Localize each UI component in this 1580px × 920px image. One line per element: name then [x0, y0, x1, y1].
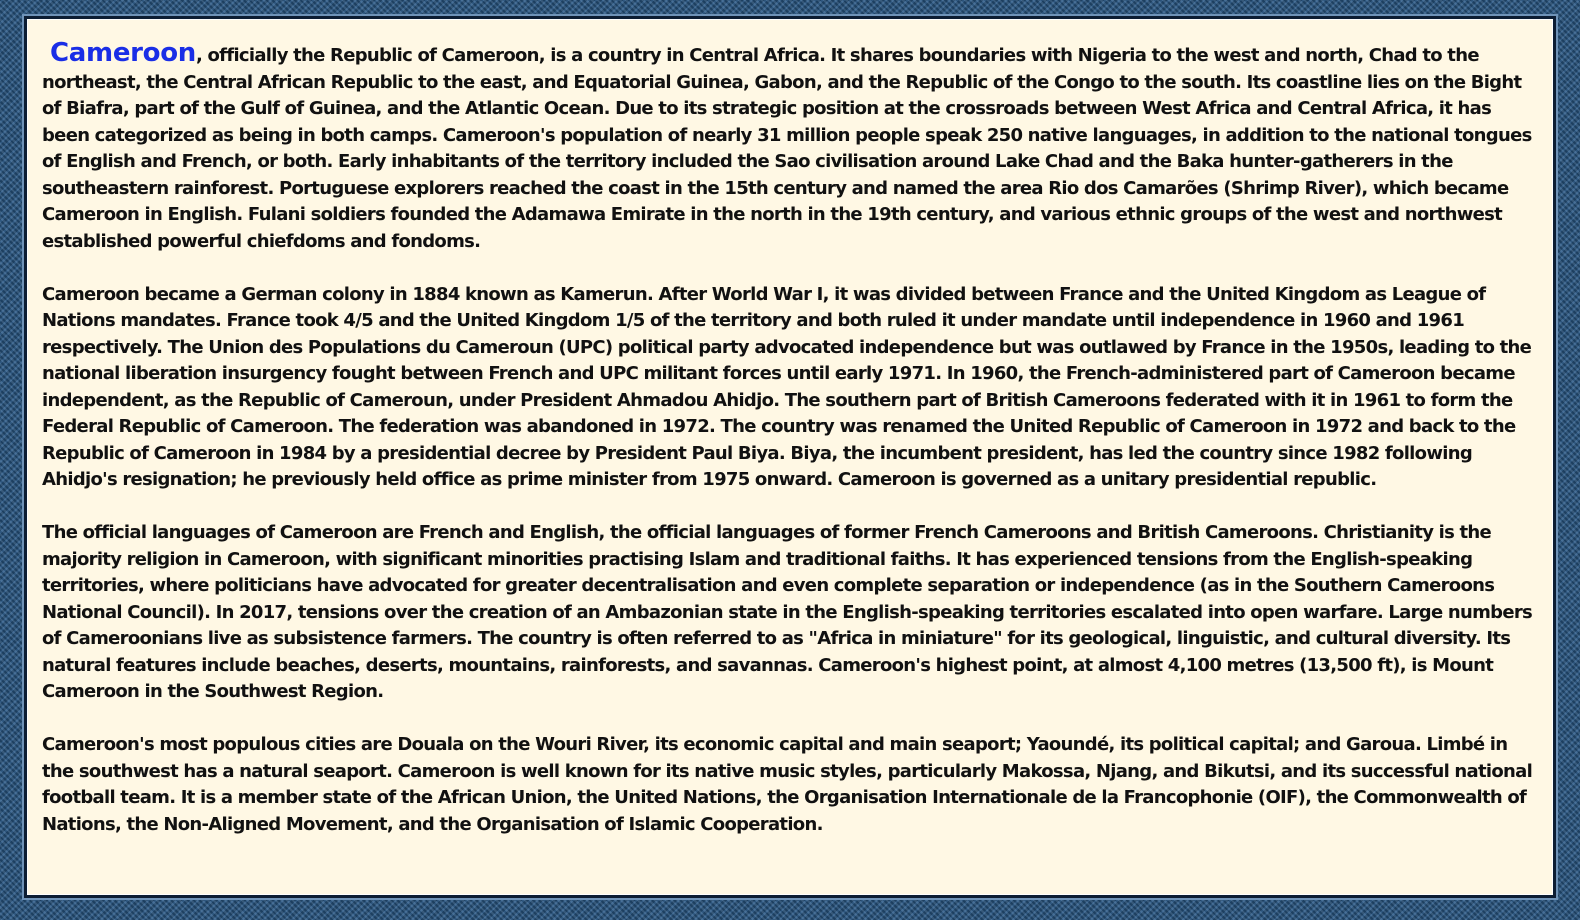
paragraph-intro: [42, 40, 1540, 255]
paragraph-languages: The official languages of Cameroon are French and English, the official languages of former French Cameroons and British Cameroons. Christianity is the majority religion in Cameroon, with significant minorities practising Islam and traditional faiths. It has experienced tensions from the English-speaking territories, where politicians have advocated for greater decentralisation and even complete separation or independence (as in the Southern Cameroons National Council). In 2017, tensions over the creation of an Ambazonian state in the English-speaking territories escalated into open warfare. Large numbers of Cameroonians live as subsistence farmers. The country is often referred to as "Africa in miniature" for its geological, linguistic, and cultural diversity. Its natural features include beaches, deserts, mountains, rainforests, and savannas. Cameroon's highest point, at almost 4,100 metres (13,500 ft), is Mount Cameroon in the Southwest Region.: [42, 522, 1533, 702]
paragraph-intro-text: , officially the Republic of Cameroon, is a country in Central Africa. It shares boundaries with Nigeria to the west and north, Chad to the northeast, the Central African Republic to the east, and Equatorial Guinea, Gabon, and the Republic of the Congo to the south. Its coastline lies on the Bight of Biafra, part of the Gulf of Guinea, and the Atlantic Ocean. Due to its strategic position at the crossroads between West Africa and Central Africa, it has been categorized as being in both camps. Cameroon's population of nearly 31 million people speak 250 native languages, in addition to the national tongues of English and French, or both. Early inhabitants of the territory included the Sao civilisation around Lake Chad and the Baka hunter-gatherers in the southeastern rainforest. Portuguese explorers reached the coast in the 15th century and named the area Rio dos Camarões (Shrimp River), which became Cameroon in English. Fulani soldiers founded the Adamawa Emirate in the north in the 19th century, and various ethnic groups of the west and northwest established powerful chiefdoms and fondoms.: [42, 45, 1532, 252]
article-title-word: Cameroon: [50, 38, 197, 68]
article-panel: [28, 20, 1552, 894]
paragraph-history: Cameroon became a German colony in 1884 known as Kamerun. After World War I, it was divided between France and the United Kingdom as League of Nations mandates. France took 4/5 and the United Kingdom 1/5 of the territory and both ruled it under mandate until independence in 1960 and 1961 respectively. The Union des Populations du Cameroun (UPC) political party advocated independence but was outlawed by France in the 1950s, leading to the national liberation insurgency fought between French and UPC militant forces until early 1971. In 1960, the French-administered part of Cameroon became independent, as the Republic of Cameroun, under President Ahmadou Ahidjo. The southern part of British Cameroons federated with it in 1961 to form the Federal Republic of Cameroon. The federation was abandoned in 1972. The country was renamed the United Republic of Cameroon in 1972 and back to the Republic of Cameroon in 1984 by a presidential decree by President Paul Biya. Biya, the incumbent president, has led the country since 1982 following Ahidjo's resignation; he previously held office as prime minister from 1975 onward. Cameroon is governed as a unitary presidential republic.: [42, 283, 1532, 490]
paragraph-cities: Cameroon's most populous cities are Douala on the Wouri River, its economic capital and main seaport; Yaoundé, its political capital; and Garoua. Limbé in the southwest has a natural seaport. Cameroon is well known for its native music styles, particularly Makossa, Njang, and Bikutsi, and its successful national football team. It is a member state of the African Union, the United Nations, the Organisation Internationale de la Francophonie (OIF), the Commonwealth of Nations, the Non-Aligned Movement, and the Organisation of Islamic Cooperation.: [42, 734, 1533, 835]
